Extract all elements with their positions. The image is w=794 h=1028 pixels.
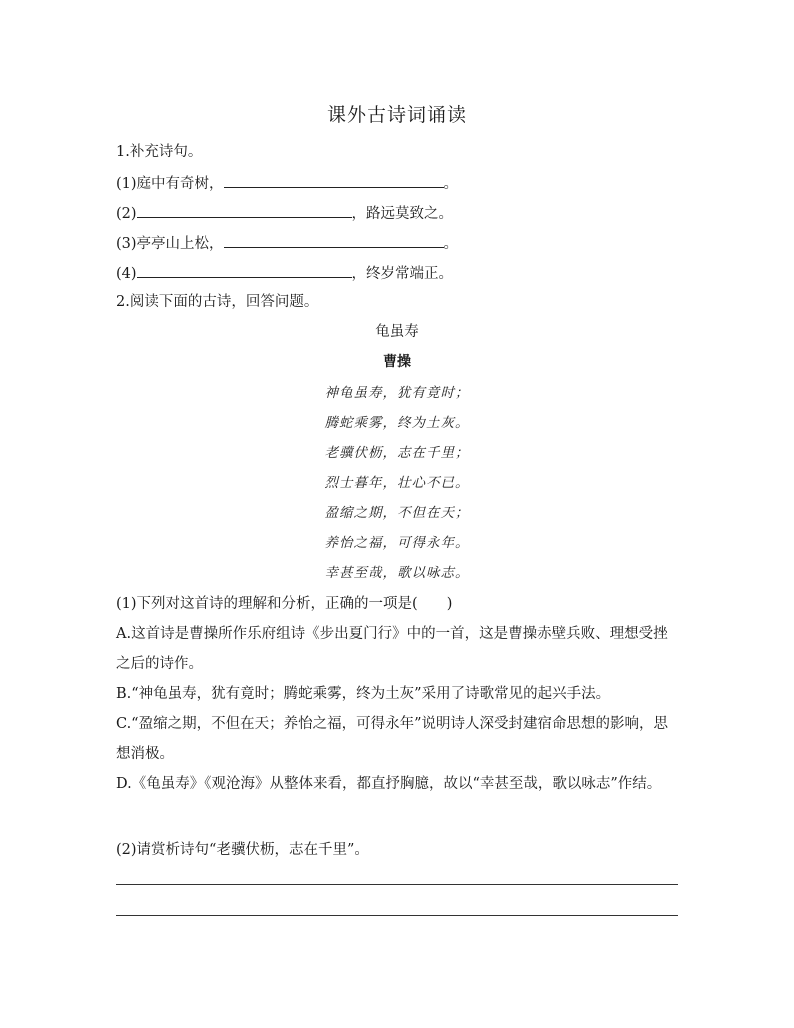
- q1-item-2-blank[interactable]: [137, 202, 352, 218]
- poem-line: 腾蛇乘雾，终为土灰。: [324, 415, 470, 431]
- q1-item-4-suffix: ，终岁常端正。: [351, 266, 454, 282]
- option-c: C.“盈缩之期，不但在天；养怡之福，可得永年”说明诗人深受封建宿命思想的影响，思想消极。: [116, 716, 669, 762]
- q2-sub2-question: (2)请赏析诗句“老骥伏枥，志在千里”。: [116, 842, 369, 858]
- option-a: A.这首诗是曹操所作乐府组诗《步出夏门行》中的一首，这是曹操赤壁兵败、理想受挫之后的诗作。: [116, 626, 668, 672]
- q1-item-3-suffix: 。: [443, 236, 459, 252]
- q1-item-4-blank[interactable]: [137, 262, 352, 278]
- q2-sub1-question: (1)下列对这首诗的理解和分析，正确的一项是( ): [116, 596, 453, 612]
- q1-item-2-suffix: ，路远莫致之。: [351, 206, 454, 222]
- answer-line[interactable]: [116, 884, 678, 885]
- poem-line: 神龟虽寿，犹有竟时；: [324, 385, 470, 401]
- page-title: 课外古诗词诵读: [326, 104, 467, 126]
- q1-item-4-prefix: (4): [116, 266, 137, 282]
- q1-item-1-suffix: 。: [443, 176, 459, 192]
- q2-heading: 2.阅读下面的古诗，回答问题。: [116, 294, 319, 310]
- poem-author: 曹操: [383, 354, 411, 370]
- poem-line: 养怡之福，可得永年。: [324, 535, 470, 551]
- option-b: B.“神龟虽寿，犹有竟时；腾蛇乘雾，终为土灰”采用了诗歌常见的起兴手法。: [116, 686, 611, 702]
- q1-item-2-prefix: (2): [116, 206, 137, 222]
- q1-item-3-blank[interactable]: [224, 232, 444, 248]
- q1-heading: 1.补充诗句。: [116, 144, 203, 160]
- poem-line: 幸甚至哉，歌以咏志。: [324, 565, 470, 581]
- poem-title: 龟虽寿: [375, 324, 419, 340]
- answer-line[interactable]: [116, 915, 678, 916]
- q1-item-3-prefix: (3)亭亭山上松，: [116, 236, 224, 252]
- q1-item-4: [116, 262, 453, 284]
- poem-line: 烈士暮年，壮心不已。: [324, 475, 470, 491]
- poem-line: 老骥伏枥，志在千里；: [324, 445, 470, 461]
- q1-item-1: [116, 172, 458, 194]
- q1-item-2: [116, 202, 453, 224]
- q1-item-1-blank[interactable]: [224, 172, 444, 188]
- option-d: D.《龟虽寿》《观沧海》从整体来看，都直抒胸臆，故以“幸甚至哉，歌以咏志”作结。: [116, 776, 662, 792]
- q1-item-3: [116, 232, 458, 254]
- poem-line: 盈缩之期，不但在天；: [324, 505, 470, 521]
- q1-item-1-prefix: (1)庭中有奇树，: [116, 176, 224, 192]
